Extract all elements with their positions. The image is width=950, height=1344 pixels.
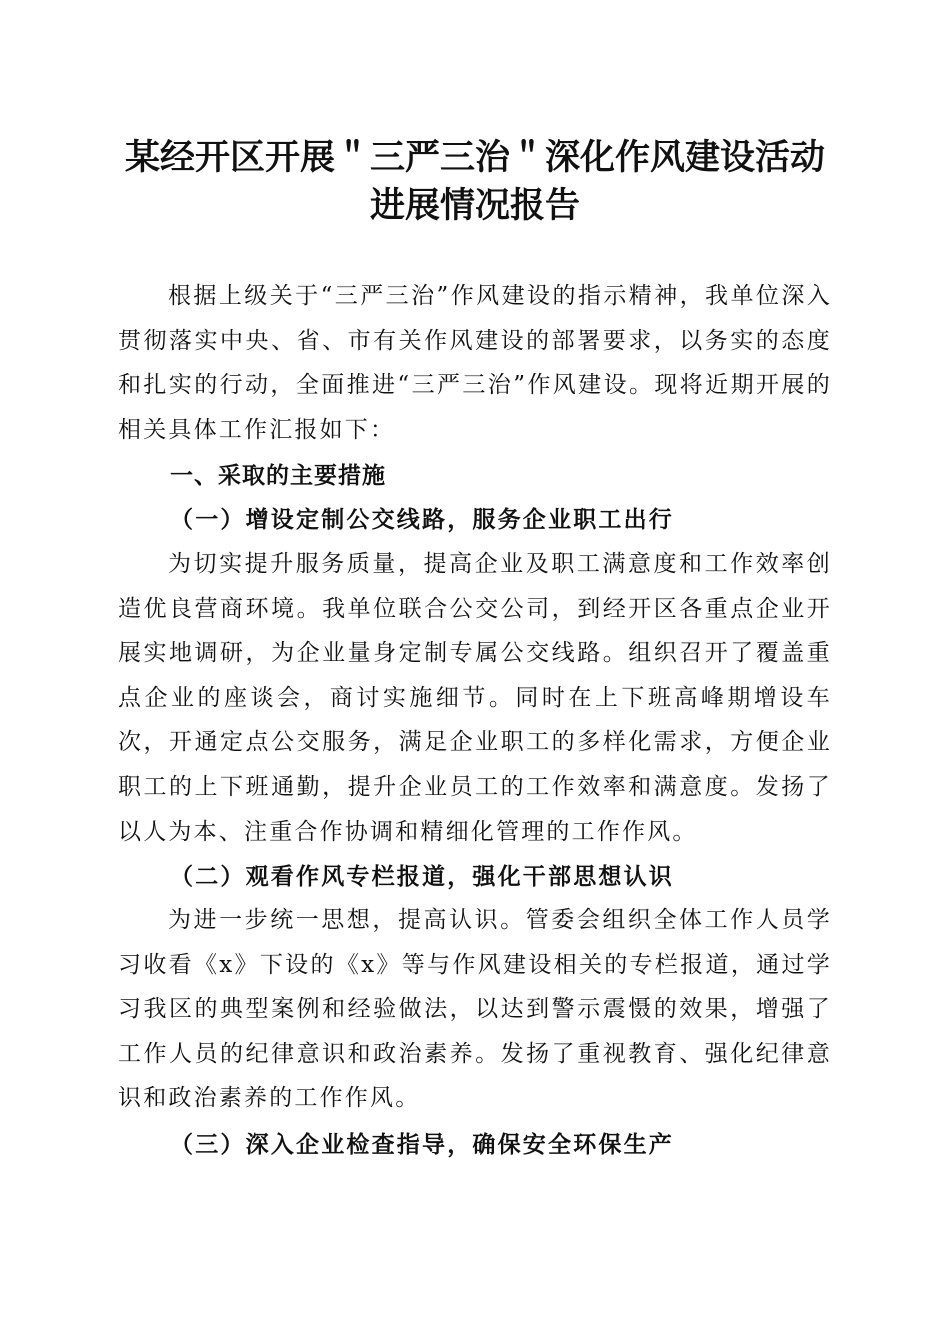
document-title-line1: 某经开区开展＂三严三治＂深化作风建设活动	[124, 137, 825, 178]
document-title-line2: 进展情况报告	[369, 185, 580, 226]
subsection2-body: 为进一步统一思想，提高认识。管委会组织全体工作人员学习收看《x》下设的《x》等与作风建设相关的专栏报道，通过学习我区的典型案例和经验做法，以达到警示震慑的效果，增强了工作人员的纪律意识和政治素养。发扬了重视教育、强化纪律意识和政治素养的工作作风。	[118, 907, 832, 1112]
subsection2-heading: （二）观看作风专栏报道，强化干部思想认识	[170, 863, 674, 890]
subsection1-body: 为切实提升服务质量，提高企业及职工满意度和工作效率创造优良营商环境。我单位联合公交公司，到经开区各重点企业开展实地调研，为企业量身定制专属公交线路。组织召开了覆盖重点企业的座谈会，商讨实施细节。同时在上下班高峰期增设车次，开通定点公交服务，满足企业职工的多样化需求，方便企业职工的上下班通勤，提升企业员工的工作效率和满意度。发扬了以人为本、注重合作协调和精细化管理的工作作风。	[118, 551, 832, 845]
section1-heading: 一、采取的主要措施	[170, 463, 386, 489]
intro-paragraph: 根据上级关于“三严三治”作风建设的指示精神，我单位深入贯彻落实中央、省、市有关作风建设的部署要求，以务实的态度和扎实的行动，全面推进“三严三治”作风建设。现将近期开展的相关具体工作汇报如下：	[118, 283, 832, 443]
subsection1-heading: （一）增设定制公交线路，服务企业职工出行	[170, 506, 674, 533]
subsection3-heading: （三）深入企业检查指导，确保安全环保生产	[170, 1131, 674, 1158]
